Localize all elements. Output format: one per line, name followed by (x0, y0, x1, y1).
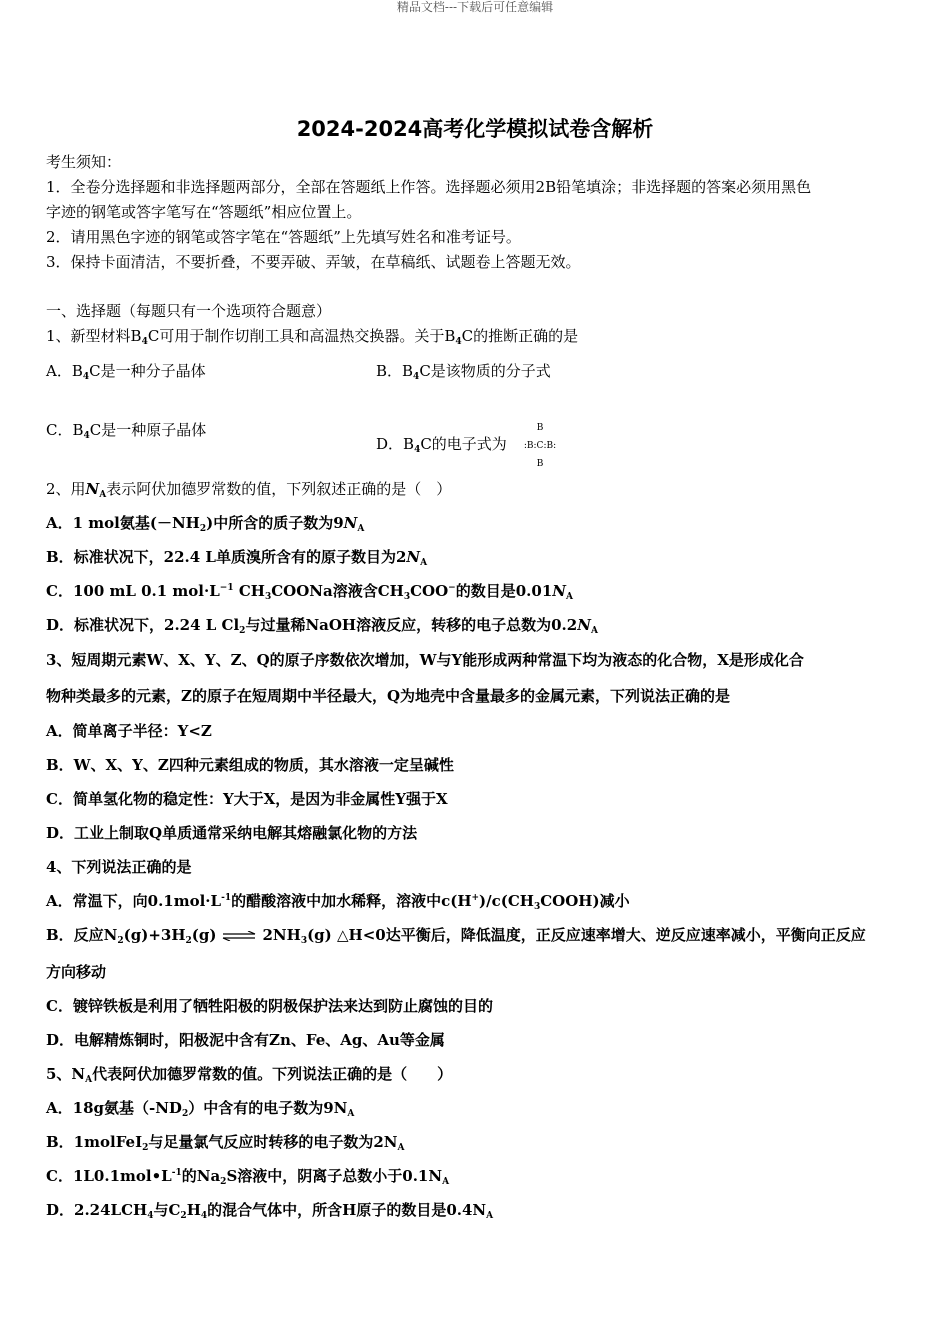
svg-text:B: B (536, 423, 543, 433)
q3-option-b: B．W、X、Y、Z四种元素组成的物质，其水溶液一定呈碱性 (46, 756, 454, 774)
q1-options-cd (46, 420, 906, 469)
q2-option-d: D．标准状况下，2.24 L $Cl_2$与过量稀NaOH溶液反应，转移的电子总数为$0.2N_A$ (46, 616, 598, 636)
q3-option-a: A．简单离子半径：Y<Z (46, 722, 212, 740)
q4-stem: 4、下列说法正确的是 (46, 858, 192, 876)
q2-option-b: B．标准状况下，22.4 L单质溴所含有的原子数目为$2N_A$ (46, 548, 428, 568)
equilibrium-arrow-icon (222, 931, 256, 941)
q4-option-c: C．镀锌铁板是利用了牺牲阳极的阴极保护法来达到防止腐蚀的目的 (46, 997, 493, 1015)
q5-option-b: B．1molFeI$_2$与足量氯气反应时转移的电子数为$2N_A$ (46, 1133, 405, 1153)
q2-option-a: A．1 mol氨基$(-NH_2)$中所含的质子数为$9N_A$ (46, 514, 365, 534)
header-note: 精品文档---下载后可任意编辑 (396, 0, 554, 14)
notice-heading: 考生须知： (46, 153, 122, 171)
q3-stem-line1: 3、短周期元素W、X、Y、Z、Q的原子序数依次增加，W与Y能形成两种常温下均为液态的化合物，X是形成化合 (46, 651, 804, 669)
q1-option-d: D．$B_4C$的电子式为 B :B:C:B: B (376, 420, 564, 470)
q5-option-c: C．$1L0.1mol•L^{-1}$的$Na_2S$溶液中，阴离子总数小于$0.1N_A$ (46, 1167, 450, 1187)
q1-option-c: C．$B_4C$是一种原子晶体 (46, 421, 207, 441)
page-title: 2024-2024高考化学模拟试卷含解析 (296, 117, 654, 141)
svg-text::B:C:B:: :B:C:B: (523, 441, 556, 451)
q3-stem-line2: 物种类最多的元素，Z的原子在短周期中半径最大，Q为地壳中含量最多的金属元素，下列说法正确的是 (46, 687, 731, 705)
q1-option-b: B．$B_4C$是该物质的分子式 (376, 362, 551, 382)
q3-option-c: C．简单氢化物的稳定性：Y大于X，是因为非金属性Y强于X (46, 790, 448, 808)
q4-option-b-cont: 方向移动 (46, 963, 107, 981)
q5-option-a: A．18g氨基$(-ND_2)$中含有的电子数为$9N_A$ (46, 1099, 355, 1119)
q4-option-b: B．反应$N_2(g)+3H_2(g)$ $2NH_3(g)$ △H<0达平衡后，降低温度，正反应速率增大、逆反应速率减小，平衡向正反应 (46, 926, 866, 946)
q4-option-a: A．常温下，向$0.1mol\cdot L^{-1}$的醋酸溶液中加水稀释，溶液中$c(H^+)/c(CH_3COOH)$减小 (46, 892, 630, 912)
q5-stem: 5、$N_A$代表阿伏加德罗常数的值。下列说法正确的是（ ） (46, 1065, 453, 1085)
q4-option-d: D．电解精炼铜时，阳极泥中含有Zn、Fe、Ag、Au等金属 (46, 1031, 445, 1049)
notice-item-1: 1．全卷分选择题和非选择题两部分，全部在答题纸上作答。选择题必须用2B铅笔填涂；非选择题的答案必须用黑色 (46, 178, 812, 196)
q2-option-c: C．100 mL 0.1 $mol\cdot L^{-1}$ $CH_3COONa$溶液含$CH_3COO^-$的数目是$0.01N_A$ (46, 582, 573, 602)
q3-option-d: D．工业上制取Q单质通常采纳电解其熔融氯化物的方法 (46, 824, 418, 842)
section-heading: 一、选择题（每题只有一个选项符合题意） (46, 302, 332, 320)
svg-text:B: B (536, 459, 543, 469)
notice-item-2: 2．请用黑色字迹的钢笔或答字笔在“答题纸”上先填写姓名和准考证号。 (46, 228, 521, 246)
lewis-structure-icon (516, 420, 564, 470)
q2-stem: 2、用$N_A$表示阿伏加德罗常数的值，下列叙述正确的是（ ） (46, 480, 452, 500)
notice-item-3: 3．保持卡面清洁，不要折叠，不要弄破、弄皱，在草稿纸、试题卷上答题无效。 (46, 253, 581, 271)
q1-stem: 1、新型材料$B_4C$可用于制作切削工具和高温热交换器。关于$B_4C$的推断正确的是 (46, 327, 579, 347)
notice-item-1-cont: 字迹的钢笔或答字笔写在“答题纸”相应位置上。 (46, 203, 362, 221)
q1-option-a: A．$B_4C$是一种分子晶体 (46, 362, 206, 382)
q5-option-d: D．$2.24LCH_4$与$C_2H_4$的混合气体中，所含H原子的数目是$0.4N_A$ (46, 1201, 494, 1221)
q1-options-ab (46, 361, 906, 381)
